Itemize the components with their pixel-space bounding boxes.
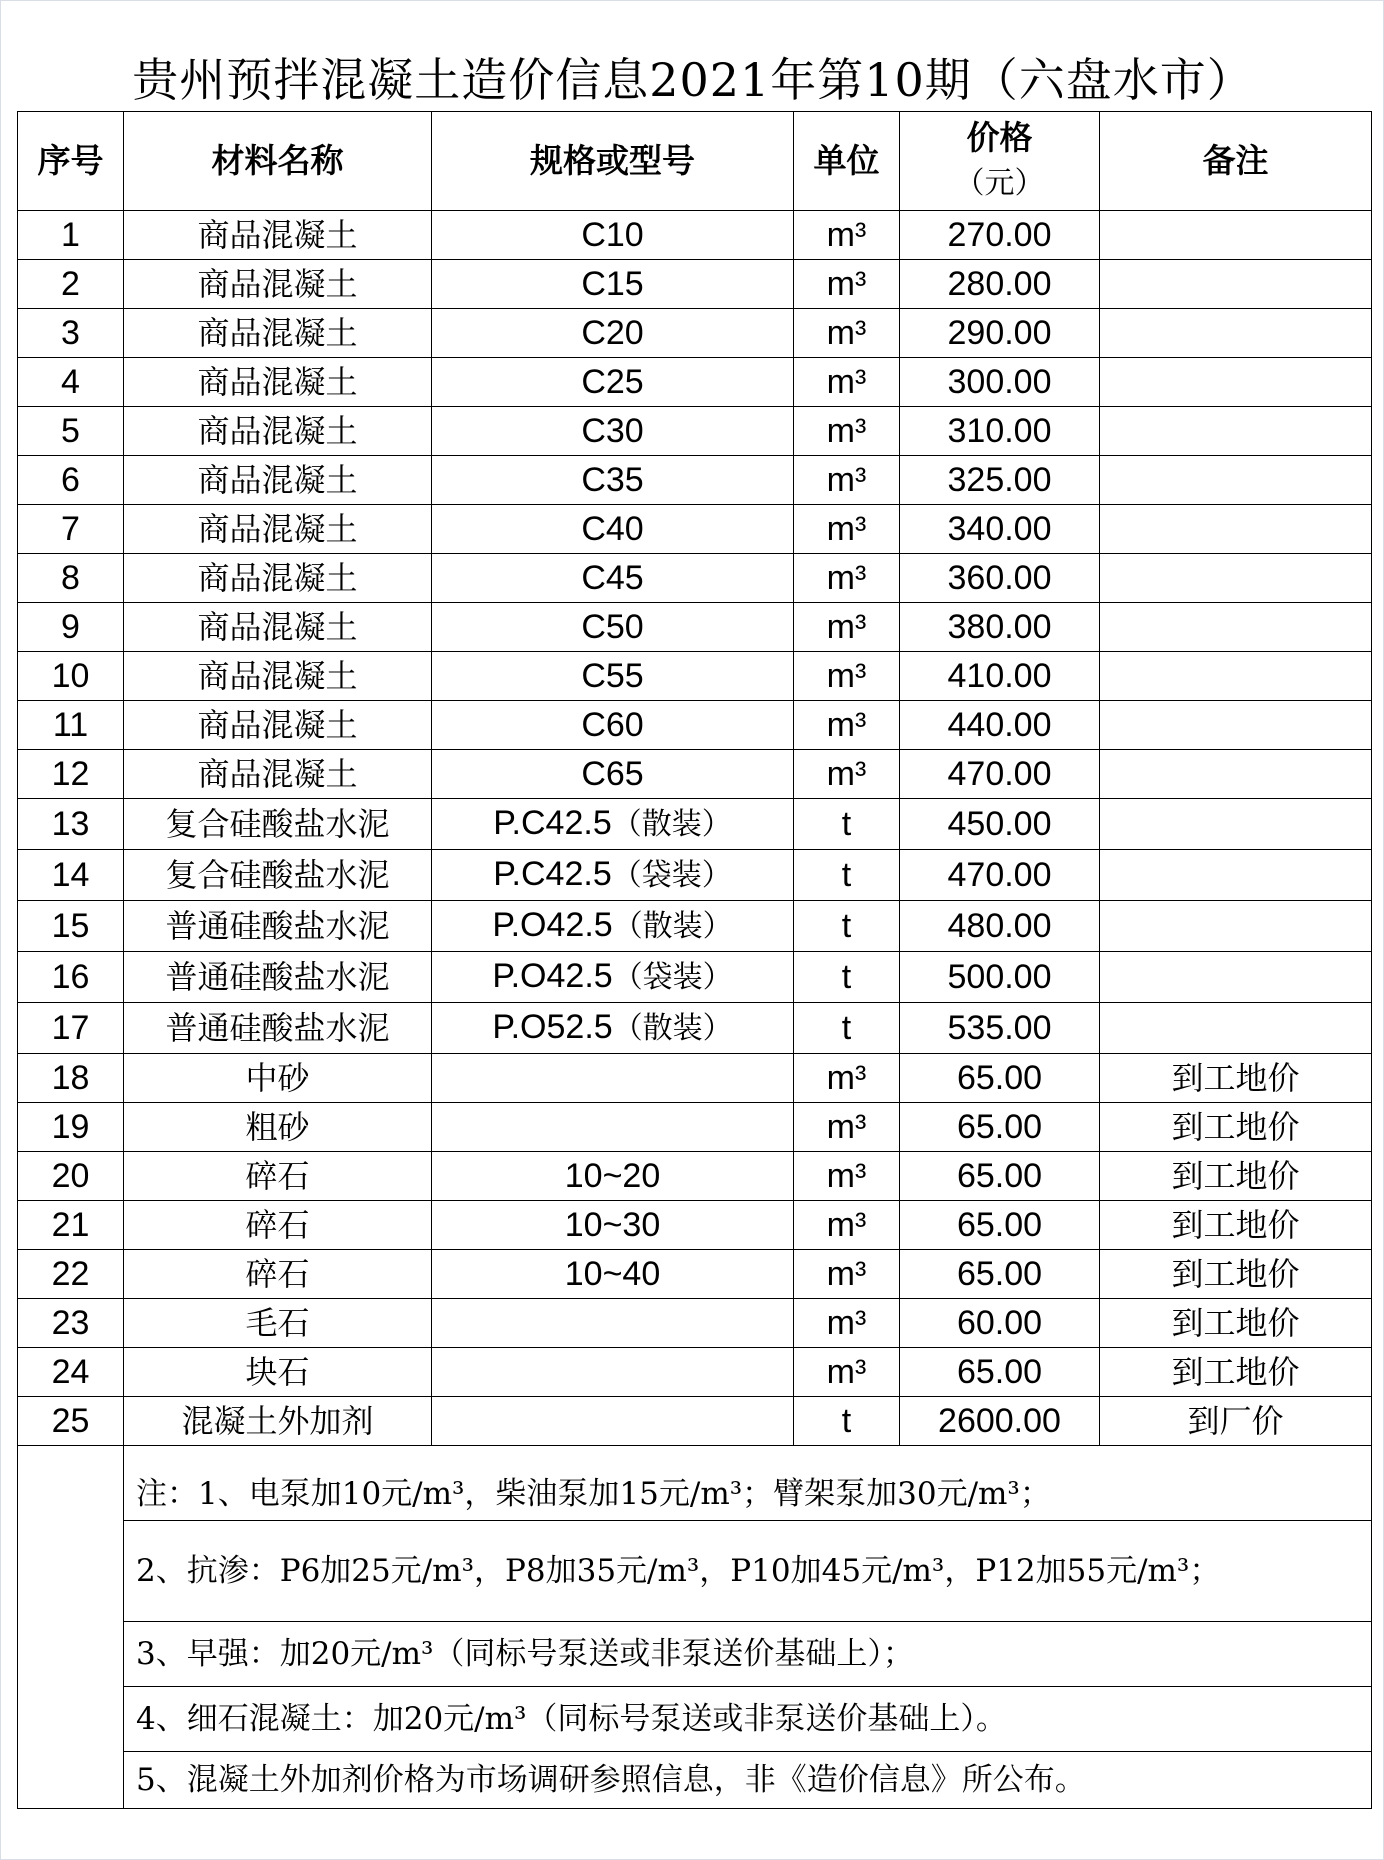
cell-unit: m³ xyxy=(794,260,900,309)
table-row xyxy=(18,750,1372,799)
cell-price: 65.00 xyxy=(900,1201,1100,1250)
cell-spec xyxy=(432,456,794,505)
cell-price: 65.00 xyxy=(900,1152,1100,1201)
cell-unit: m³ xyxy=(794,407,900,456)
note-row xyxy=(18,1521,1372,1622)
spec-code: C10 xyxy=(581,216,644,254)
cell-price: 500.00 xyxy=(900,952,1100,1003)
cell-name: 商品混凝土 xyxy=(124,211,432,260)
spec-packaging: （袋装） xyxy=(611,858,732,893)
cell-spec xyxy=(432,309,794,358)
cell-spec xyxy=(432,799,794,850)
spec-code: C55 xyxy=(581,657,644,695)
table-row xyxy=(18,309,1372,358)
cell-price: 470.00 xyxy=(900,750,1100,799)
cell-spec xyxy=(432,1054,794,1103)
cell-unit: m³ xyxy=(794,456,900,505)
spec-code: C50 xyxy=(581,608,644,646)
header-spec: 规格或型号 xyxy=(432,112,794,211)
cell-unit: m³ xyxy=(794,652,900,701)
header-price-unit: （元） xyxy=(954,166,1045,201)
table-row xyxy=(18,358,1372,407)
spec-code: C60 xyxy=(581,706,644,744)
table-row xyxy=(18,1250,1372,1299)
cell-seq: 22 xyxy=(18,1250,124,1299)
cell-spec xyxy=(432,1397,794,1446)
cell-price: 60.00 xyxy=(900,1299,1100,1348)
cell-price: 440.00 xyxy=(900,701,1100,750)
cell-spec xyxy=(432,407,794,456)
cell-remark: 到工地价 xyxy=(1100,1201,1372,1250)
cell-remark xyxy=(1100,652,1372,701)
cell-name: 碎石 xyxy=(124,1250,432,1299)
cell-spec xyxy=(432,850,794,901)
cell-remark xyxy=(1100,309,1372,358)
table-row xyxy=(18,1397,1372,1446)
table-row xyxy=(18,1348,1372,1397)
cell-name: 商品混凝土 xyxy=(124,456,432,505)
cell-price: 450.00 xyxy=(900,799,1100,850)
spec-code: P.O52.5 xyxy=(492,1008,613,1046)
table-row xyxy=(18,554,1372,603)
cell-seq: 14 xyxy=(18,850,124,901)
cell-unit: m³ xyxy=(794,1250,900,1299)
cell-unit: m³ xyxy=(794,1054,900,1103)
cell-unit: m³ xyxy=(794,309,900,358)
cell-name: 商品混凝土 xyxy=(124,309,432,358)
spec-code: P.O42.5 xyxy=(492,957,613,995)
note-row xyxy=(18,1446,1372,1521)
cell-seq: 18 xyxy=(18,1054,124,1103)
cell-remark xyxy=(1100,211,1372,260)
cell-seq: 21 xyxy=(18,1201,124,1250)
spec-code: C15 xyxy=(581,265,644,303)
cell-spec xyxy=(432,1348,794,1397)
cell-remark xyxy=(1100,799,1372,850)
header-name: 材料名称 xyxy=(124,112,432,211)
cell-price: 410.00 xyxy=(900,652,1100,701)
notes-left-blank xyxy=(18,1446,124,1809)
note-row xyxy=(18,1752,1372,1809)
cell-spec xyxy=(432,505,794,554)
cell-price: 290.00 xyxy=(900,309,1100,358)
cell-seq: 17 xyxy=(18,1003,124,1054)
cell-seq: 13 xyxy=(18,799,124,850)
cell-remark: 到工地价 xyxy=(1100,1054,1372,1103)
cell-price: 65.00 xyxy=(900,1250,1100,1299)
table-row xyxy=(18,603,1372,652)
cell-price: 280.00 xyxy=(900,260,1100,309)
cell-spec xyxy=(432,901,794,952)
cell-name: 复合硅酸盐水泥 xyxy=(124,850,432,901)
spec-code: 10~40 xyxy=(564,1255,661,1293)
cell-seq: 25 xyxy=(18,1397,124,1446)
cell-price: 480.00 xyxy=(900,901,1100,952)
cell-unit: m³ xyxy=(794,1201,900,1250)
cell-seq: 23 xyxy=(18,1299,124,1348)
cell-unit: m³ xyxy=(794,750,900,799)
header-price xyxy=(900,112,1100,211)
cell-unit: t xyxy=(794,1003,900,1054)
cell-seq: 2 xyxy=(18,260,124,309)
cell-seq: 8 xyxy=(18,554,124,603)
cell-spec xyxy=(432,1201,794,1250)
table-row xyxy=(18,701,1372,750)
cell-unit: m³ xyxy=(794,1152,900,1201)
cell-unit: m³ xyxy=(794,358,900,407)
cell-seq: 19 xyxy=(18,1103,124,1152)
cell-remark: 到工地价 xyxy=(1100,1299,1372,1348)
cell-spec xyxy=(432,701,794,750)
cell-seq: 16 xyxy=(18,952,124,1003)
spec-code: P.C42.5 xyxy=(493,855,612,893)
note-2: 2、抗渗：P6加25元/m³，P8加35元/m³，P10加45元/m³，P12加55元/m³； xyxy=(124,1521,1372,1622)
header-remark: 备注 xyxy=(1100,112,1372,211)
cell-name: 碎石 xyxy=(124,1201,432,1250)
cell-name: 普通硅酸盐水泥 xyxy=(124,901,432,952)
document-title: 贵州预拌混凝土造价信息2021年第10期（六盘水市） xyxy=(132,53,1254,107)
cell-spec xyxy=(432,1299,794,1348)
spec-packaging: （散装） xyxy=(612,1011,733,1046)
spec-code: 10~30 xyxy=(564,1206,661,1244)
spec-packaging: （散装） xyxy=(612,909,733,944)
note-3: 3、早强：加20元/m³（同标号泵送或非泵送价基础上）； xyxy=(124,1622,1372,1687)
cell-name: 普通硅酸盐水泥 xyxy=(124,952,432,1003)
table-row xyxy=(18,407,1372,456)
cell-name: 毛石 xyxy=(124,1299,432,1348)
cell-seq: 9 xyxy=(18,603,124,652)
spec-code: C30 xyxy=(581,412,644,450)
note-row xyxy=(18,1687,1372,1752)
spec-code: C25 xyxy=(581,363,644,401)
cell-price: 65.00 xyxy=(900,1103,1100,1152)
cell-price: 535.00 xyxy=(900,1003,1100,1054)
table-row xyxy=(18,1299,1372,1348)
cell-price: 340.00 xyxy=(900,505,1100,554)
cell-name: 商品混凝土 xyxy=(124,554,432,603)
table-body xyxy=(18,211,1372,1446)
header-seq: 序号 xyxy=(18,112,124,211)
cell-unit: m³ xyxy=(794,554,900,603)
cell-name: 商品混凝土 xyxy=(124,505,432,554)
cell-remark: 到工地价 xyxy=(1100,1152,1372,1201)
cell-spec xyxy=(432,1152,794,1201)
cell-spec xyxy=(432,260,794,309)
cell-seq: 20 xyxy=(18,1152,124,1201)
cell-seq: 6 xyxy=(18,456,124,505)
cell-spec xyxy=(432,652,794,701)
cell-unit: t xyxy=(794,952,900,1003)
cell-remark xyxy=(1100,554,1372,603)
spec-code: P.C42.5 xyxy=(493,804,612,842)
cell-spec xyxy=(432,750,794,799)
cell-unit: m³ xyxy=(794,1348,900,1397)
cell-price: 65.00 xyxy=(900,1348,1100,1397)
cell-price: 2600.00 xyxy=(900,1397,1100,1446)
cell-remark xyxy=(1100,260,1372,309)
cell-unit: t xyxy=(794,799,900,850)
cell-seq: 5 xyxy=(18,407,124,456)
cell-price: 380.00 xyxy=(900,603,1100,652)
note-4: 4、细石混凝土：加20元/m³（同标号泵送或非泵送价基础上）。 xyxy=(124,1687,1372,1752)
spec-packaging: （散装） xyxy=(611,807,732,842)
cell-remark xyxy=(1100,358,1372,407)
cell-unit: m³ xyxy=(794,1103,900,1152)
cell-price: 65.00 xyxy=(900,1054,1100,1103)
cell-spec xyxy=(432,554,794,603)
cell-spec xyxy=(432,952,794,1003)
cell-name: 商品混凝土 xyxy=(124,750,432,799)
cell-remark xyxy=(1100,750,1372,799)
cell-unit: t xyxy=(794,850,900,901)
cell-seq: 10 xyxy=(18,652,124,701)
cell-remark xyxy=(1100,407,1372,456)
spec-code: C20 xyxy=(581,314,644,352)
cell-spec xyxy=(432,358,794,407)
cell-price: 270.00 xyxy=(900,211,1100,260)
cell-name: 粗砂 xyxy=(124,1103,432,1152)
cell-name: 商品混凝土 xyxy=(124,701,432,750)
cell-seq: 24 xyxy=(18,1348,124,1397)
cell-name: 混凝土外加剂 xyxy=(124,1397,432,1446)
table-row xyxy=(18,1003,1372,1054)
spec-code: C35 xyxy=(581,461,644,499)
cell-price: 360.00 xyxy=(900,554,1100,603)
cell-unit: m³ xyxy=(794,505,900,554)
spec-code: C40 xyxy=(581,510,644,548)
cell-seq: 12 xyxy=(18,750,124,799)
cell-remark xyxy=(1100,505,1372,554)
table-row xyxy=(18,1054,1372,1103)
table-row xyxy=(18,652,1372,701)
cell-spec xyxy=(432,1003,794,1054)
cell-seq: 1 xyxy=(18,211,124,260)
cell-name: 商品混凝土 xyxy=(124,652,432,701)
table-row xyxy=(18,505,1372,554)
cell-seq: 7 xyxy=(18,505,124,554)
price-table xyxy=(17,111,1372,1809)
table-header-row xyxy=(18,112,1372,211)
cell-price: 325.00 xyxy=(900,456,1100,505)
table-row xyxy=(18,456,1372,505)
cell-remark xyxy=(1100,952,1372,1003)
spec-code: 10~20 xyxy=(564,1157,661,1195)
cell-name: 商品混凝土 xyxy=(124,603,432,652)
cell-unit: m³ xyxy=(794,211,900,260)
cell-spec xyxy=(432,603,794,652)
cell-unit: t xyxy=(794,901,900,952)
spec-code: C45 xyxy=(581,559,644,597)
note-5: 5、混凝土外加剂价格为市场调研参照信息，非《造价信息》所公布。 xyxy=(124,1752,1372,1809)
cell-name: 中砂 xyxy=(124,1054,432,1103)
table-row xyxy=(18,1103,1372,1152)
cell-seq: 4 xyxy=(18,358,124,407)
cell-name: 普通硅酸盐水泥 xyxy=(124,1003,432,1054)
cell-remark xyxy=(1100,701,1372,750)
table-row xyxy=(18,211,1372,260)
table-row xyxy=(18,952,1372,1003)
cell-remark xyxy=(1100,603,1372,652)
cell-price: 300.00 xyxy=(900,358,1100,407)
cell-name: 商品混凝土 xyxy=(124,407,432,456)
table-row xyxy=(18,1152,1372,1201)
cell-seq: 3 xyxy=(18,309,124,358)
cell-unit: m³ xyxy=(794,603,900,652)
cell-unit: m³ xyxy=(794,1299,900,1348)
table-row xyxy=(18,901,1372,952)
cell-name: 商品混凝土 xyxy=(124,260,432,309)
table-row xyxy=(18,799,1372,850)
cell-price: 470.00 xyxy=(900,850,1100,901)
cell-name: 商品混凝土 xyxy=(124,358,432,407)
cell-spec xyxy=(432,211,794,260)
cell-remark xyxy=(1100,1003,1372,1054)
cell-remark xyxy=(1100,456,1372,505)
cell-name: 碎石 xyxy=(124,1152,432,1201)
cell-seq: 15 xyxy=(18,901,124,952)
cell-remark: 到工地价 xyxy=(1100,1250,1372,1299)
cell-name: 块石 xyxy=(124,1348,432,1397)
table-row xyxy=(18,1201,1372,1250)
cell-remark: 到工地价 xyxy=(1100,1348,1372,1397)
cell-price: 310.00 xyxy=(900,407,1100,456)
cell-remark xyxy=(1100,850,1372,901)
cell-remark: 到厂价 xyxy=(1100,1397,1372,1446)
spec-packaging: （袋装） xyxy=(612,960,733,995)
cell-spec xyxy=(432,1103,794,1152)
cell-remark xyxy=(1100,901,1372,952)
header-unit: 单位 xyxy=(794,112,900,211)
cell-unit: t xyxy=(794,1397,900,1446)
table-row xyxy=(18,850,1372,901)
cell-remark: 到工地价 xyxy=(1100,1103,1372,1152)
cell-name: 复合硅酸盐水泥 xyxy=(124,799,432,850)
notes-section xyxy=(18,1446,1372,1809)
spec-code: C65 xyxy=(581,755,644,793)
header-price-label: 价格 xyxy=(966,118,1033,157)
spec-code: P.O42.5 xyxy=(492,906,613,944)
note-row xyxy=(18,1622,1372,1687)
cell-unit: m³ xyxy=(794,701,900,750)
table-row xyxy=(18,260,1372,309)
cell-seq: 11 xyxy=(18,701,124,750)
cell-spec xyxy=(432,1250,794,1299)
note-1: 注：1、电泵加10元/m³，柴油泵加15元/m³；臂架泵加30元/m³； xyxy=(124,1446,1372,1521)
